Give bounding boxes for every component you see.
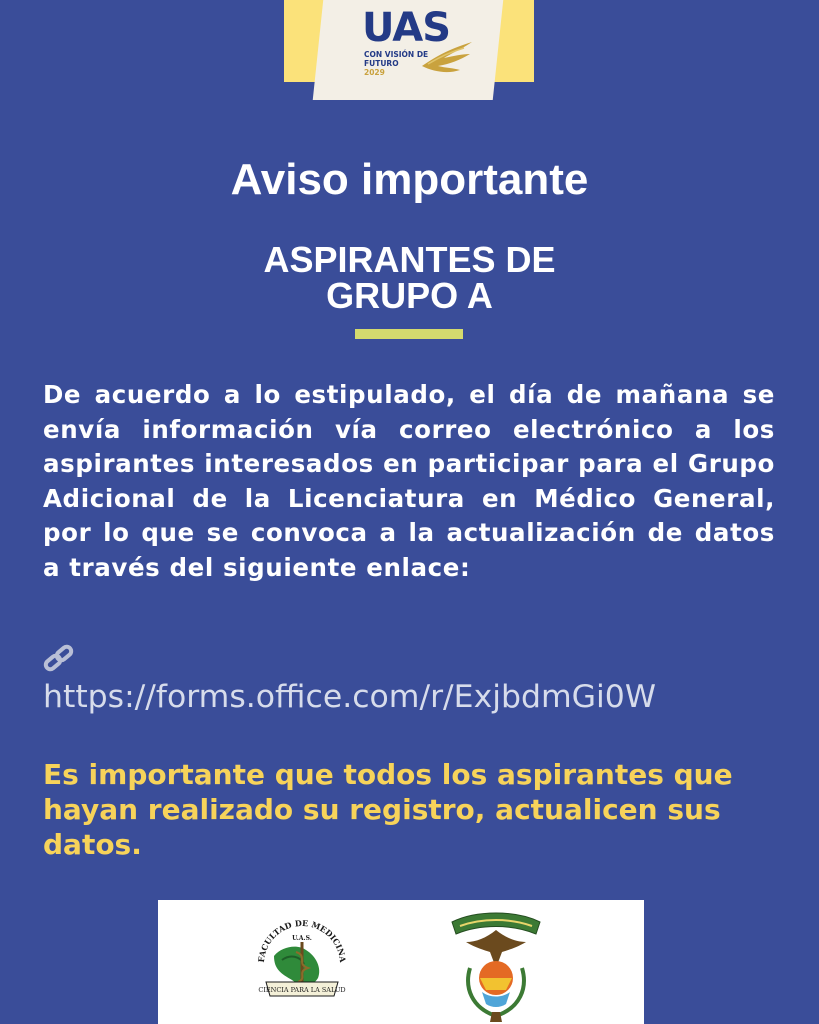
faculty-seal-title: FACULTAD DE MEDICINA [255, 917, 349, 963]
uas-tagline-line1: CON VISIÓN DE [364, 50, 429, 59]
form-link[interactable]: https://forms.office.com/r/ExjbdmGi0W [43, 679, 656, 715]
university-crest [446, 908, 546, 1024]
subtitle-line2: GRUPO A [326, 275, 493, 316]
faculty-of-medicine-seal [252, 916, 352, 1008]
page-title: Aviso importante [230, 155, 589, 204]
important-notice: Es importante que todos los aspirantes que hayan realizado su registro, actualicen sus datos. [43, 758, 733, 861]
faculty-seal-uas: U.A.S. [292, 935, 312, 942]
page-subtitle [0, 239, 819, 316]
uas-tagline-year: 2029 [364, 68, 385, 77]
uas-logo-text: UAS [362, 5, 451, 51]
footer-logos [158, 900, 644, 1024]
announcement-paragraph: De acuerdo a lo estipulado, el día de mañana se envía información vía correo electrónico a los aspirantes interesados en participar para el Grupo Adicional de la Licenciatura en Médico General, por lo que se convoca a la actualización de datos a través del siguiente enlace: [43, 380, 775, 582]
uas-logo-tagline [364, 50, 428, 77]
uas-tagline-line2: FUTURO [364, 59, 399, 68]
uas-logo [362, 6, 482, 86]
faculty-seal-motto: CIENCIA PARA LA SALUD [258, 986, 346, 994]
eagle-icon [420, 36, 476, 76]
subtitle-line1: ASPIRANTES DE [263, 239, 556, 280]
link-icon [42, 644, 76, 674]
title-divider [355, 329, 463, 339]
